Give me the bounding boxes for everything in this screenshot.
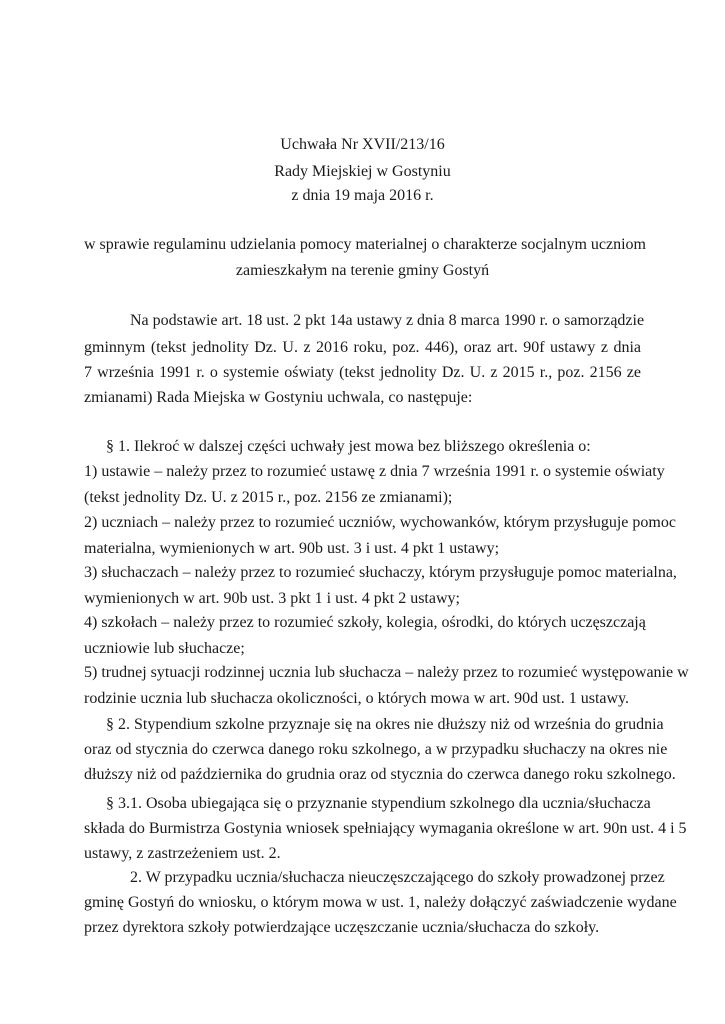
resolution-issuer: Rady Miejskiej w Gostyniu bbox=[274, 163, 451, 180]
resolution-date: z dnia 19 maja 2016 r. bbox=[291, 187, 434, 204]
paragraph-3-section-2-line: gminę Gostyń do wniosku, o którym mowa w ust. 1, należy dołączyć zaświadczenie wydane bbox=[84, 894, 677, 911]
subject-line: zamieszkałym na terenie gminy Gostyń bbox=[235, 262, 490, 279]
subject-line: w sprawie regulaminu udzielania pomocy materialnej o charakterze socjalnym uczniom bbox=[84, 236, 646, 253]
definition-item: (tekst jednolity Dz. U. z 2015 r., poz. 2156 ze zmianami); bbox=[84, 489, 453, 506]
paragraph-2-line: § 2. Stypendium szkolne przyznaje się na okres nie dłuższy niż od września do grudnia bbox=[106, 716, 664, 733]
paragraph-3-section-2-line: przez dyrektora szkoły potwierdzające uczęszczanie ucznia/słuchacza do szkoły. bbox=[84, 919, 600, 936]
definition-item: 3) słuchaczach – należy przez to rozumieć słuchaczy, którym przysługuje pomoc materialna, bbox=[84, 564, 677, 581]
preamble-line: zmianami) Rada Miejska w Gostyniu uchwala, co następuje: bbox=[84, 389, 473, 406]
definition-item: 1) ustawie – należy przez to rozumieć ustawę z dnia 7 września 1991 r. o systemie oświaty bbox=[84, 463, 665, 480]
paragraph-3-line: § 3.1. Osoba ubiegająca się o przyznanie stypendium szkolnego dla ucznia/słuchacza bbox=[106, 795, 651, 812]
definition-item: 5) trudnej sytuacji rodzinnej ucznia lub słuchacza – należy przez to rozumieć występowanie w bbox=[84, 664, 689, 681]
paragraph-2-line: oraz od stycznia do czerwca danego roku szkolnego, a w przypadku słuchaczy na okres nie bbox=[84, 741, 668, 758]
paragraph-2-line: dłuższy niż od października do grudnia oraz od stycznia do czerwca danego roku szkolnego. bbox=[84, 766, 676, 783]
preamble-line: gminnym (tekst jednolity Dz. U. z 2016 roku, poz. 446), oraz art. 90f ustawy z dnia bbox=[84, 339, 641, 356]
definition-item: materialna, wymienionych w art. 90b ust. 3 i ust. 4 pkt 1 ustawy; bbox=[84, 540, 500, 557]
resolution-title: Uchwała Nr XVII/213/16 bbox=[280, 136, 445, 153]
definition-item: 2) uczniach – należy przez to rozumieć uczniów, wychowanków, którym przysługuje pomoc bbox=[84, 514, 676, 531]
definition-item: rodzinie ucznia lub słuchacza okoliczności, o których mowa w art. 90d ust. 1 ustawy. bbox=[84, 690, 630, 707]
definition-item: 4) szkołach – należy przez to rozumieć szkoły, kolegia, ośrodki, do których uczęszczają bbox=[84, 614, 646, 631]
paragraph-3-line: składa do Burmistrza Gostynia wniosek spełniający wymagania określone w art. 90n ust. 4 i 5 bbox=[84, 820, 687, 837]
paragraph-3-line: ustawy, z zastrzeżeniem ust. 2. bbox=[84, 845, 281, 862]
definition-item: uczniowie lub słuchacze; bbox=[84, 640, 245, 657]
preamble-line: 7 września 1991 r. o systemie oświaty (tekst jednolity Dz. U. z 2015 r., poz. 2156 ze bbox=[84, 364, 641, 381]
preamble-line: Na podstawie art. 18 ust. 2 pkt 14a ustawy z dnia 8 marca 1990 r. o samorządzie bbox=[130, 312, 645, 329]
paragraph-3-section-2-line: 2. W przypadku ucznia/słuchacza nieuczęszczającego do szkoły prowadzonej przez bbox=[130, 869, 665, 886]
definition-item: wymienionych w art. 90b ust. 3 pkt 1 i ust. 4 pkt 2 ustawy; bbox=[84, 590, 460, 607]
paragraph-1-intro: § 1. Ilekroć w dalszej części uchwały jest mowa bez bliższego określenia o: bbox=[106, 438, 591, 455]
